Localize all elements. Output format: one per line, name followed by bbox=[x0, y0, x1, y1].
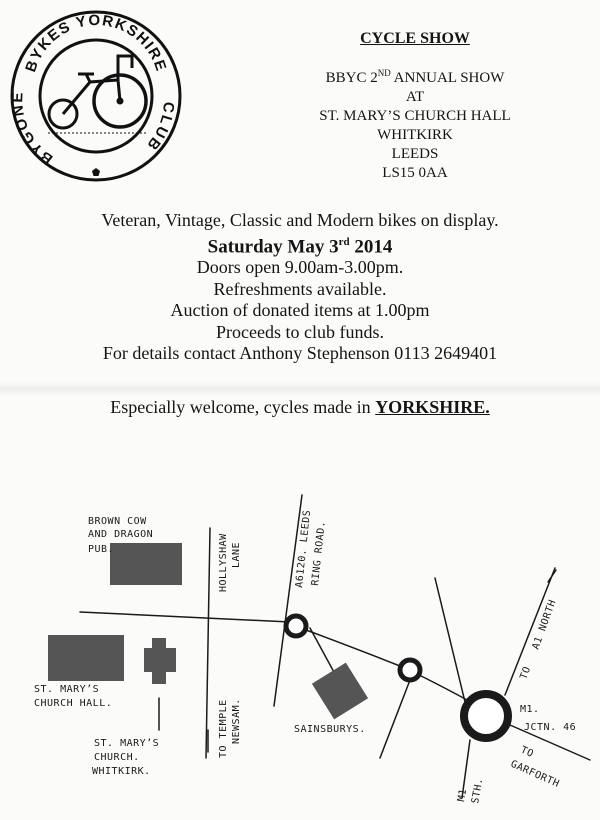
a1-label-2: A1 NORTH bbox=[530, 598, 559, 652]
church-label-1: ST. MARY’S bbox=[94, 738, 160, 749]
whitkirk-road bbox=[80, 612, 290, 622]
venue-text: ST. MARY’S CHURCH HALL bbox=[319, 108, 511, 124]
a1-label-1: TO bbox=[518, 665, 534, 682]
refreshments-text: Refreshments available. bbox=[213, 278, 387, 299]
link-road bbox=[380, 680, 410, 758]
auction-text: Auction of donated items at 1.00pm bbox=[170, 300, 430, 321]
location-map bbox=[0, 440, 600, 820]
sainsburys-label: SAINSBURYS. bbox=[294, 724, 366, 735]
welcome-text: Especially welcome, cycles made in YORKSHIRE. bbox=[110, 397, 490, 417]
church-label-3: WHITKIRK. bbox=[92, 766, 151, 777]
rose-icon bbox=[92, 168, 100, 176]
header-block bbox=[270, 30, 560, 183]
page-title: CYCLE SHOW bbox=[360, 30, 470, 47]
ring-road-roundabout bbox=[286, 616, 306, 636]
a1-arrow-head bbox=[548, 570, 556, 582]
pub-building bbox=[110, 543, 182, 585]
garforth-label-2: GARFORTH bbox=[508, 758, 561, 790]
hollyshaw-lane-road bbox=[206, 528, 210, 758]
middle-roundabout bbox=[400, 660, 420, 680]
lane-label-2: LANE bbox=[231, 541, 242, 568]
proceeds-text: Proceeds to club funds. bbox=[216, 321, 384, 342]
pub-label-1: BROWN COW bbox=[88, 516, 147, 527]
area-text: WHITKIRK bbox=[377, 127, 453, 143]
ring-road-label-1: A6120. LEEDS bbox=[294, 509, 314, 589]
m1-south-label-2: STH. bbox=[470, 776, 486, 805]
postcode-text: LS15 0AA bbox=[382, 165, 448, 181]
hall-label-2: CHURCH HALL. bbox=[34, 698, 113, 709]
hall-label-1: ST. MARY’S bbox=[34, 684, 100, 695]
bikes-text: Veteran, Vintage, Classic and Modern bikes on display. bbox=[101, 210, 499, 230]
doors-text: Doors open 9.00am-3.00pm. bbox=[196, 257, 404, 278]
logo-text-top: BYKES YORKSHIRE bbox=[22, 11, 170, 75]
city-text: LEEDS bbox=[391, 146, 439, 162]
ring-road bbox=[274, 495, 302, 706]
logo-text-left: BYGONE bbox=[9, 90, 57, 168]
church-building bbox=[144, 638, 176, 684]
paper-fold bbox=[0, 382, 600, 396]
club-logo bbox=[8, 8, 184, 184]
church-hall-building bbox=[48, 635, 124, 681]
m1-label-2: JCTN. 46 bbox=[524, 722, 577, 733]
temple-label-2: NEWSAM. bbox=[231, 698, 242, 744]
sainsburys-building bbox=[312, 663, 368, 720]
lane-label-1: HOLLYSHAW bbox=[218, 533, 229, 592]
event-details bbox=[0, 210, 600, 365]
pub-label-2: AND DRAGON bbox=[88, 529, 154, 540]
side-road bbox=[310, 628, 335, 674]
m1-label-1: M1. bbox=[520, 704, 540, 715]
contact-text: For details contact Anthony Stephenson 0113 2649401 bbox=[102, 343, 498, 364]
at-text: AT bbox=[405, 89, 425, 105]
main-road-east bbox=[290, 624, 485, 710]
junction-46-roundabout bbox=[464, 694, 508, 738]
show-name: BBYC 2ND ANNUAL SHOW bbox=[325, 68, 505, 86]
event-date: Saturday May 3rd 2014 bbox=[207, 235, 393, 257]
bicycle-icon bbox=[49, 56, 146, 128]
garforth-label-1: TO bbox=[518, 744, 536, 761]
pub-label-3: PUB. bbox=[88, 544, 115, 555]
ring-road-label-2: RING ROAD. bbox=[310, 520, 328, 587]
temple-label-1: TO TEMPLE bbox=[218, 699, 229, 758]
m1-west-carriageway bbox=[435, 578, 465, 702]
m1-south-label-1: M1 bbox=[456, 787, 470, 803]
logo-text-right: CLUB bbox=[142, 100, 178, 155]
church-label-2: CHURCH. bbox=[94, 752, 140, 763]
